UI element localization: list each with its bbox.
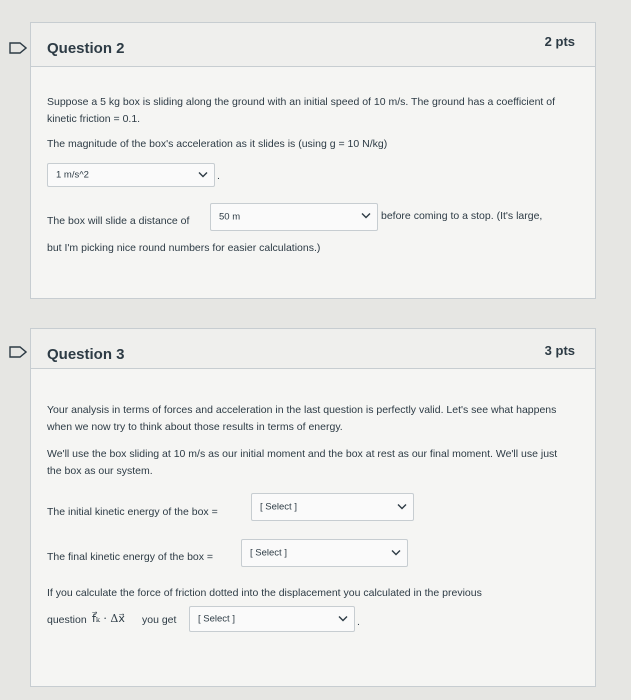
question-text: Suppose a 5 kg box is sliding along the ground with an initial speed of 10 m/s. The ground has a coefficient of kinetic friction = 0.1. [47, 96, 556, 125]
question-text: question [47, 614, 87, 626]
question-title: Question 3 [47, 346, 125, 363]
question-3-header [31, 329, 595, 369]
select-value: [ Select ] [260, 501, 297, 513]
initial-ke-select[interactable] [251, 493, 414, 521]
question-text: but I'm picking nice round numbers for easier calculations.) [47, 242, 321, 254]
question-2-card [30, 22, 596, 299]
acceleration-select[interactable] [47, 163, 215, 187]
chevron-down-icon [361, 213, 371, 220]
question-text: Your analysis in terms of forces and acceleration in the last question is perfectly valid. Let's see what happens when we now try to think about those results in terms of energy. [47, 404, 557, 433]
question-text: The box will slide a distance of [47, 215, 190, 227]
chevron-down-icon [397, 504, 407, 511]
flag-icon[interactable] [9, 42, 27, 54]
question-text: before coming to a stop. (It's large, [381, 210, 543, 222]
select-value: 1 m/s^2 [56, 169, 89, 181]
question-text: you get [142, 614, 177, 626]
question-text: The initial kinetic energy of the box = [47, 506, 218, 518]
select-value: [ Select ] [250, 547, 287, 559]
chevron-down-icon [198, 172, 208, 179]
flag-icon[interactable] [9, 346, 27, 358]
punctuation: . [217, 170, 220, 182]
question-text: If you calculate the force of friction dotted into the displacement you calculated in the previous [47, 587, 482, 599]
question-title: Question 2 [47, 40, 125, 57]
chevron-down-icon [338, 616, 348, 623]
question-3-card [30, 328, 596, 687]
friction-dot-displacement-formula: f⃗ₖ · Δx⃗ [92, 612, 125, 625]
select-value: [ Select ] [198, 613, 235, 625]
question-text: The magnitude of the box's acceleration as it slides is (using g = 10 N/kg) [47, 138, 388, 150]
final-ke-select[interactable] [241, 539, 408, 567]
distance-select[interactable] [210, 203, 378, 231]
question-points: 2 pts [544, 34, 575, 49]
question-text: We'll use the box sliding at 10 m/s as our initial moment and the box at rest as our final moment. We'll use just the box as our system. [47, 448, 558, 477]
chevron-down-icon [391, 550, 401, 557]
question-2-header [31, 23, 595, 67]
question-text: The final kinetic energy of the box = [47, 551, 214, 563]
punctuation: . [357, 616, 360, 628]
question-points: 3 pts [544, 343, 575, 358]
friction-work-select[interactable] [189, 606, 355, 632]
select-value: 50 m [219, 211, 241, 223]
